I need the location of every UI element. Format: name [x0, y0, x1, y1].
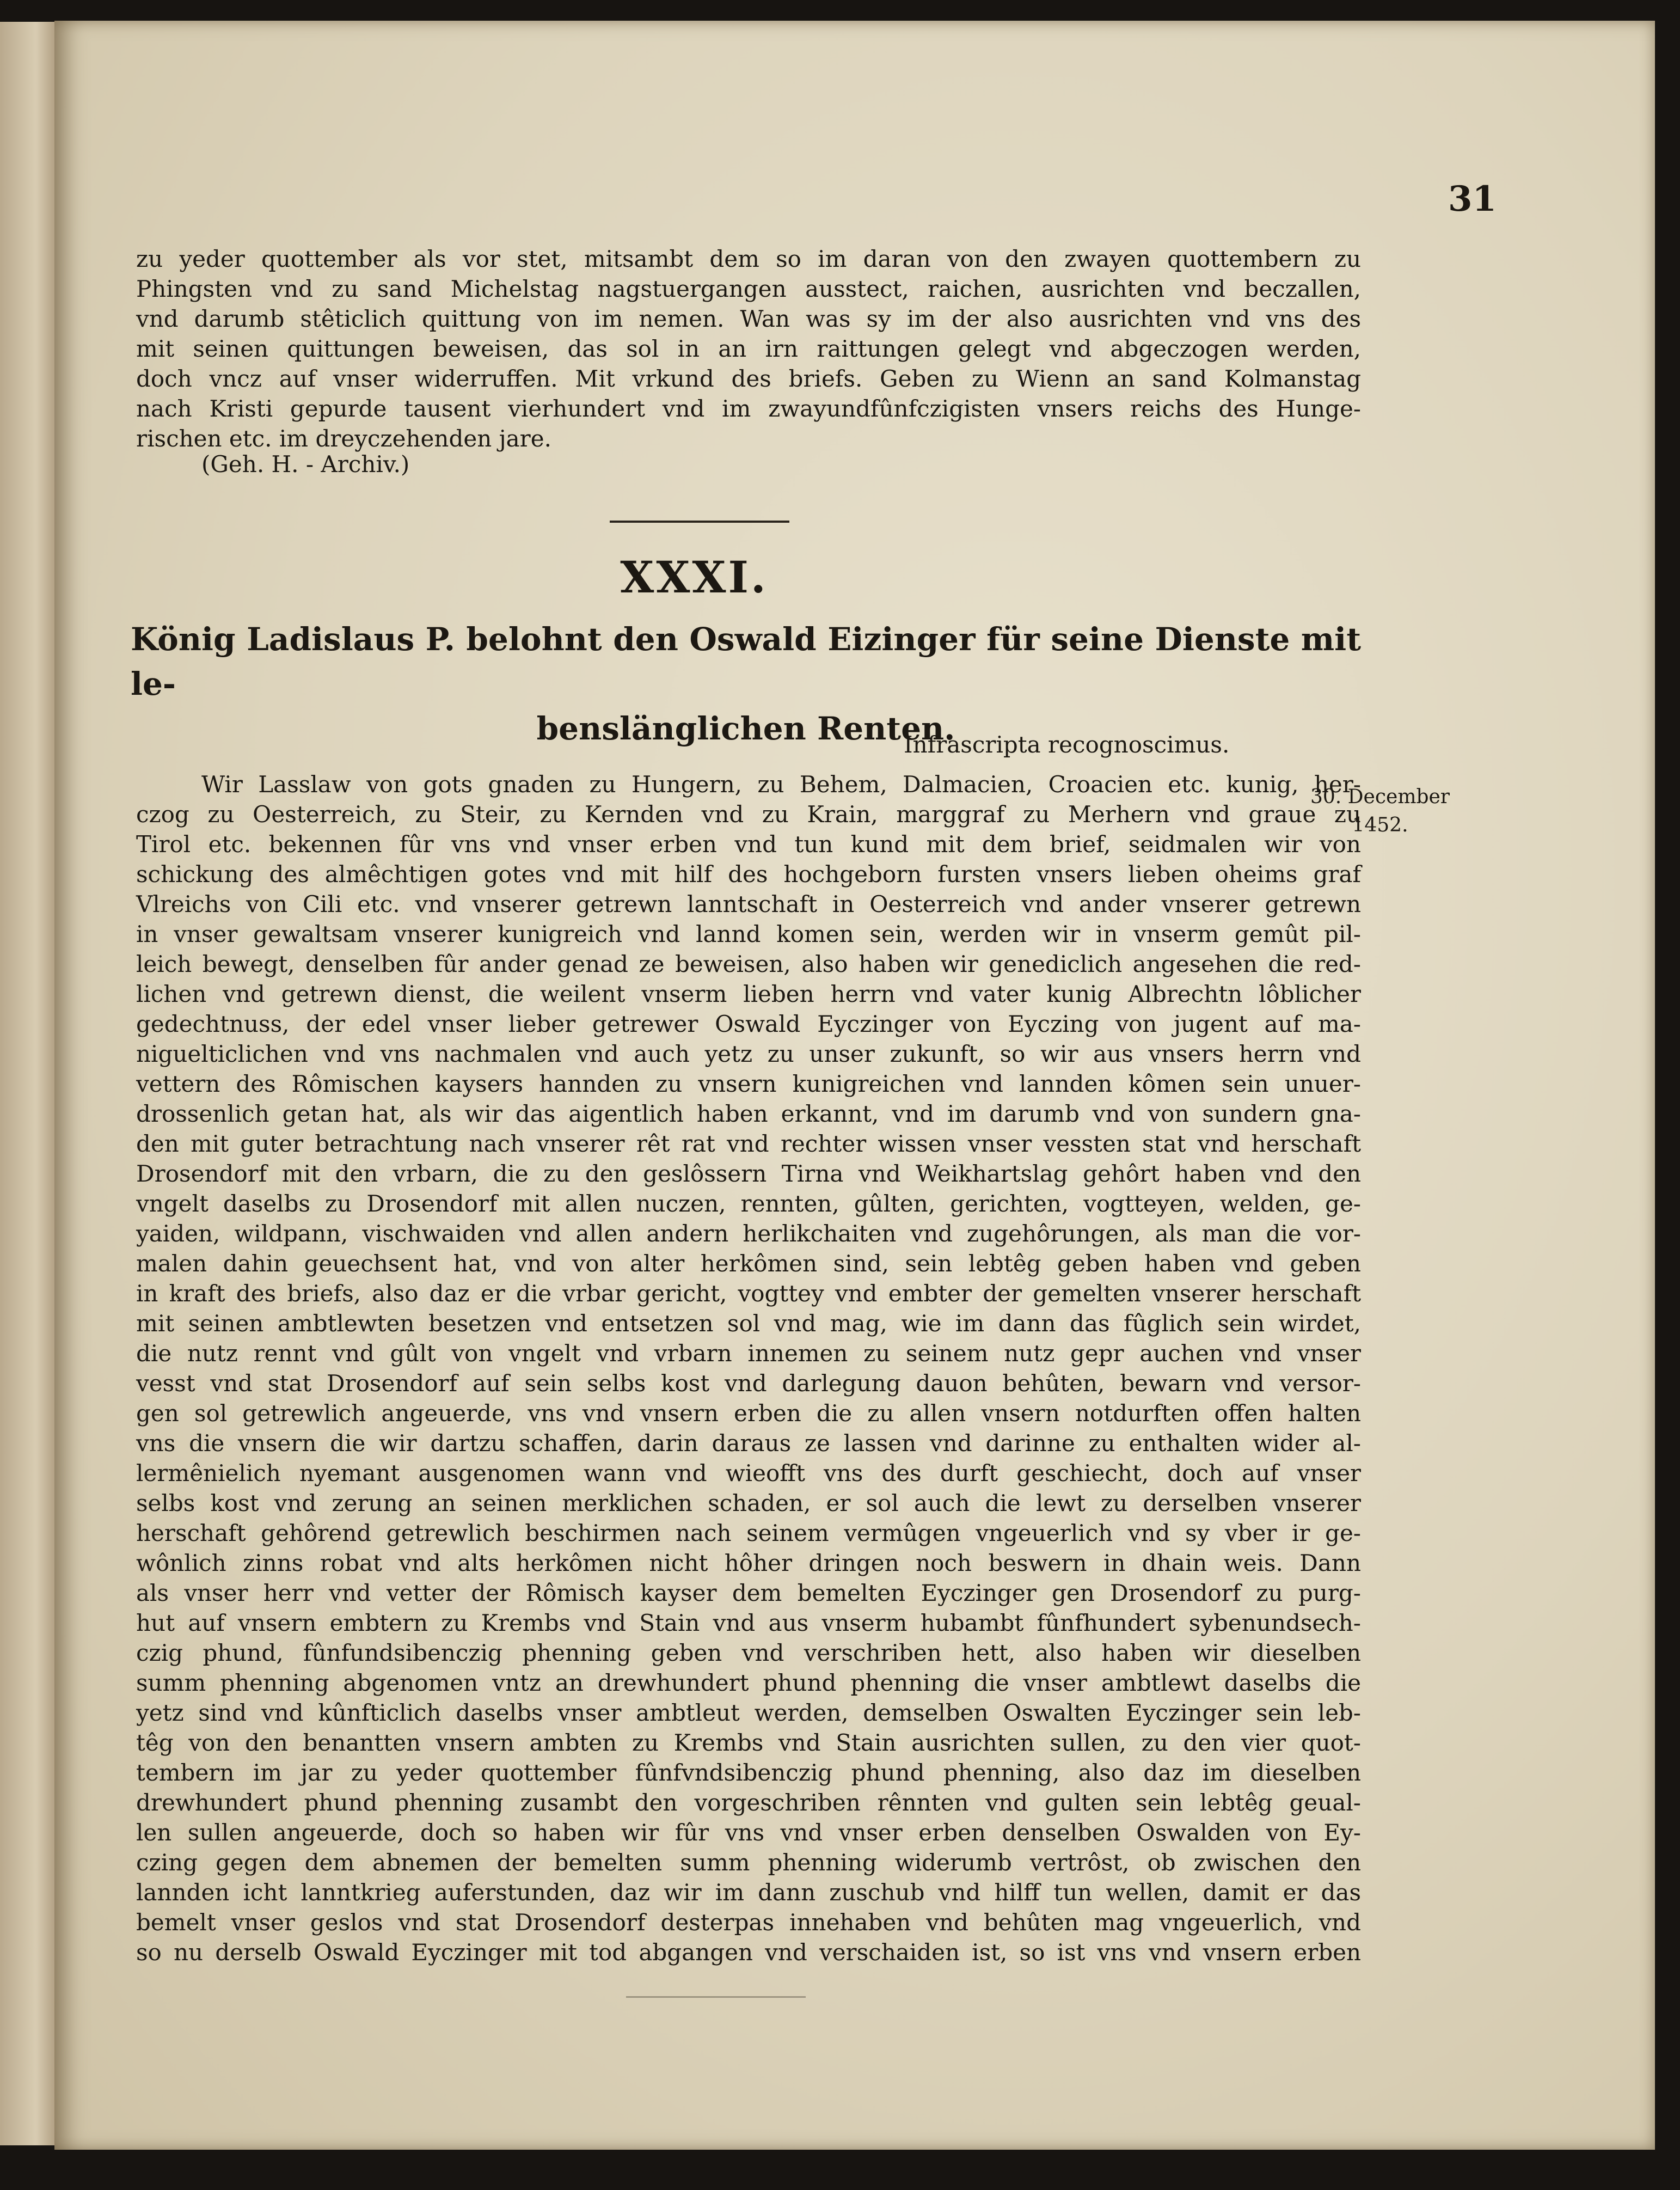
text-line: tembern im jar zu yeder quottember fûnfvndsibenczig phund phenning, also daz im dieselben — [136, 1759, 1361, 1786]
text-line: czing gegen dem abnemen der bemelten summ phenning widerumb vertrôst, ob zwischen den — [136, 1849, 1361, 1876]
text-line: den mit guter betrachtung nach vnserer rêt rat vnd rechter wissen vnser vessten stat vnd herschaft — [136, 1130, 1361, 1157]
text-line: vesst vnd stat Drosendorf auf sein selbs kost vnd darlegung dauon behûten, bewarn vnd versor- — [136, 1370, 1361, 1397]
text-line: in vnser gewaltsam vnserer kunigreich vnd lannd komen sein, werden wir in vnserm gemût pil- — [136, 921, 1361, 947]
document-number: XXXI. — [620, 552, 768, 603]
text-line: vettern des Rômischen kaysers hannden zu vnsern kunigreichen vnd lannden kômen sein unuer- — [136, 1070, 1361, 1097]
text-line: herschaft gehôrend getrewlich beschirmen nach seinem vermûgen vngeuerlich vnd sy vber ir ge- — [136, 1520, 1361, 1546]
text-line: mit seinen ambtlewten besetzen vnd entsetzen sol vnd mag, wie im dann das fûglich sein wirdet, — [136, 1310, 1361, 1337]
text-line: yaiden, wildpann, vischwaiden vnd allen andern herlikchaiten vnd zugehôrungen, als man die vor- — [136, 1220, 1361, 1247]
text-line: wônlich zinns robat vnd alts herkômen nicht hôher dringen noch beswern in dhain weis. Dann — [136, 1550, 1361, 1576]
text-line: gedechtnuss, der edel vnser lieber getrewer Oswald Eyczinger von Eyczing von jugent auf ma- — [136, 1011, 1361, 1037]
margin-date-day: 30. December — [1310, 786, 1450, 808]
text-line: hut auf vnsern embtern zu Krembs vnd Stain vnd aus vnserm hubambt fûnfhundert sybenundsech- — [136, 1610, 1361, 1636]
text-line: vngelt daselbs zu Drosendorf mit allen nuczen, rennten, gûlten, gerichten, vogtteyen, welden, ge- — [136, 1190, 1361, 1217]
text-line: drewhundert phund phenning zusambt den vorgeschriben rênnten vnd gulten sein lebtêg geual- — [136, 1789, 1361, 1816]
text-line: mit seinen quittungen beweisen, das sol in an irn raittungen gelegt vnd abgeczogen werden, — [136, 335, 1361, 362]
section-divider — [610, 521, 789, 523]
text-line: die nutz rennt vnd gûlt von vngelt vnd vrbarn innemen zu seinem nutz gepr auchen vnd vnser — [136, 1340, 1361, 1367]
page-number: 31 — [1448, 179, 1497, 219]
text-line: malen dahin geuechsent hat, vnd von alter herkômen sind, sein lebtêg geben haben vnd geben — [136, 1250, 1361, 1277]
text-line: drossenlich getan hat, als wir das aigentlich haben erkannt, vnd im darumb vnd von sundern gna- — [136, 1100, 1361, 1127]
bleed-through-rule — [626, 1996, 806, 1998]
margin-date-year: 1452. — [1352, 814, 1408, 836]
text-line: gen sol getrewlich angeuerde, vns vnd vnsern erben die zu allen vnsern notdurften offen halten — [136, 1400, 1361, 1427]
text-line: selbs kost vnd zerung an seinen merklichen schaden, er sol auch die lewt zu derselben vnserer — [136, 1490, 1361, 1516]
text-line: lermênielich nyemant ausgenomen wann vnd wieofft vns des durft geschiecht, doch auf vnser — [136, 1460, 1361, 1486]
text-line: vns die vnsern die wir dartzu schaffen, darin daraus ze lassen vnd darinne zu enthalten wider al- — [136, 1430, 1361, 1457]
incipit-note: Infrascripta recognoscimus. — [904, 731, 1230, 758]
text-line: lannden icht lanntkrieg auferstunden, daz wir im dann zuschub vnd hilff tun wellen, damit er das — [136, 1879, 1361, 1906]
text-line: bemelt vnser geslos vnd stat Drosendorf desterpas innehaben vnd behûten mag vngeuerlich, vnd — [136, 1909, 1361, 1936]
document-body — [136, 769, 1361, 1967]
text-line: Tirol etc. bekennen fûr vns vnd vnser erben vnd tun kund mit dem brief, seidmalen wir von — [136, 831, 1361, 858]
text-line: vnd darumb stêticlich quittung von im nemen. Wan was sy im der also ausrichten vnd vns des — [136, 305, 1361, 332]
heading-line: benslänglichen Renten. — [536, 710, 955, 747]
text-line: yetz sind vnd kûnfticlich daselbs vnser ambtleut werden, demselben Oswalten Eyczinger sein leb- — [136, 1699, 1361, 1726]
text-line: summ phenning abgenomen vntz an drewhundert phund phenning die vnser ambtlewt daselbs die — [136, 1669, 1361, 1696]
text-line: nach Kristi gepurde tausent vierhundert vnd im zwayundfûnfczigisten vnsers reichs des Hunge- — [136, 395, 1361, 422]
text-line: Phingsten vnd zu sand Michelstag nagstuergangen ausstect, raichen, ausrichten vnd beczallen, — [136, 276, 1361, 302]
text-line: Wir Lasslaw von gots gnaden zu Hungern, zu Behem, Dalmacien, Croacien etc. kunig, her- — [201, 771, 1361, 798]
text-line: rischen etc. im dreyczehenden jare. — [136, 425, 551, 452]
text-line: czig phund, fûnfundsibenczig phenning geben vnd verschriben hett, also haben wir dieselben — [136, 1640, 1361, 1666]
text-line: schickung des almêchtigen gotes vnd mit hilf des hochgeborn fursten vnsers lieben oheims graf — [136, 861, 1361, 888]
text-line: in kraft des briefs, also daz er die vrbar gericht, vogttey vnd embter der gemelten vnserer herschaft — [136, 1280, 1361, 1307]
text-line: doch vncz auf vnser widerruffen. Mit vrkund des briefs. Geben zu Wienn an sand Kolmanstag — [136, 365, 1361, 392]
text-line: niguelticlichen vnd vns nachmalen vnd auch yetz zu unser zukunft, so wir aus vnsers herrn vnd — [136, 1041, 1361, 1067]
archive-citation: (Geh. H. - Archiv.) — [201, 451, 410, 478]
page — [54, 21, 1655, 2150]
text-line: czog zu Oesterreich, zu Steir, zu Kernden vnd zu Krain, marggraf zu Merhern vnd graue zu — [136, 801, 1361, 828]
text-line: têg von den benantten vnsern ambten zu Krembs vnd Stain ausrichten sullen, zu den vier quot- — [136, 1729, 1361, 1756]
left-page-edge — [0, 22, 60, 2145]
text-line: als vnser herr vnd vetter der Rômisch kayser dem bemelten Eyczinger gen Drosendorf zu purg- — [136, 1580, 1361, 1606]
text-line: leich bewegt, denselben fûr ander genad ze beweisen, also haben wir genediclich angesehen die red- — [136, 951, 1361, 977]
text-line: so nu derselb Oswald Eyczinger mit tod abgangen vnd verschaiden ist, so ist vns vnd vnsern erben — [136, 1939, 1361, 1966]
text-line: Drosendorf mit den vrbarn, die zu den geslôssern Tirna vnd Weikhartslag gehôrt haben vnd den — [136, 1160, 1361, 1187]
continued-text-block — [136, 244, 1361, 454]
text-line: Vlreichs von Cili etc. vnd vnserer getrewn lanntschaft in Oesterreich vnd ander vnserer getrewn — [136, 891, 1361, 917]
text-line: len sullen angeuerde, doch so haben wir fûr vns vnd vnser erben denselben Oswalden von Ey- — [136, 1819, 1361, 1846]
text-line: zu yeder quottember als vor stet, mitsambt dem so im daran von den zwayen quottembern zu — [136, 246, 1361, 272]
text-line: lichen vnd getrewn dienst, die weilent vnserm lieben herrn vnd vater kunig Albrechtn lôblicher — [136, 981, 1361, 1007]
heading-line: König Ladislaus P. belohnt den Oswald Eizinger für seine Dienste mit le- — [131, 621, 1361, 702]
